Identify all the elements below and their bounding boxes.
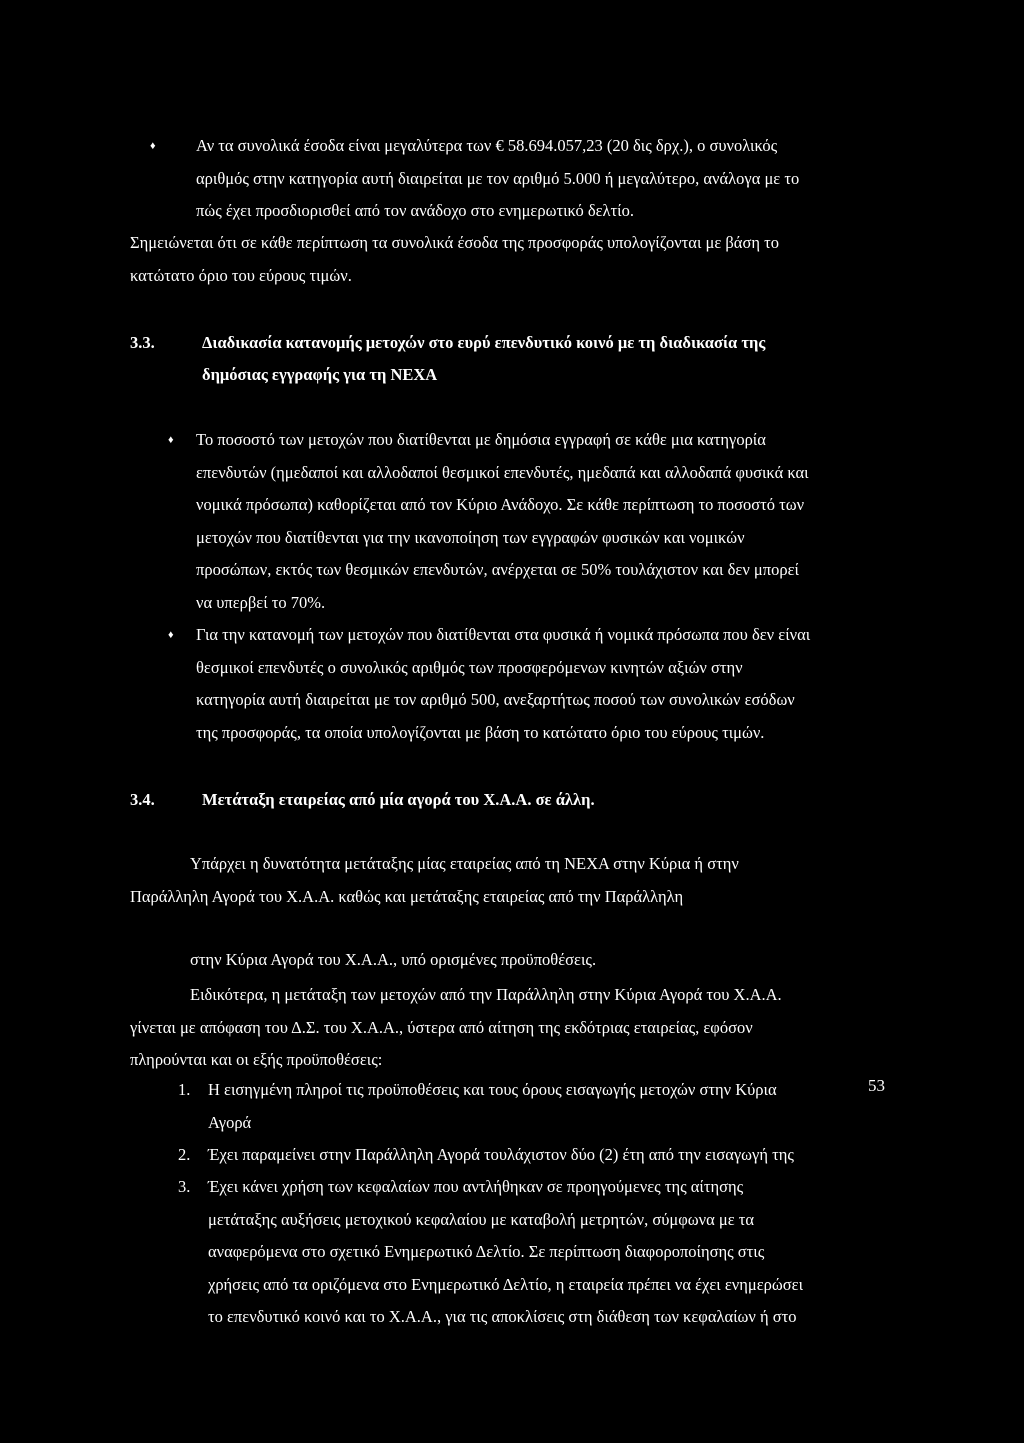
top-bullet-text xyxy=(196,130,900,228)
section-3-4-title: Μετάταξη εταιρείας από μία αγορά του Χ.Α.Α. σε άλλη. xyxy=(202,790,595,809)
section-3-3-bullet-1 xyxy=(196,424,900,619)
section-3-4-number: 3.4. xyxy=(130,790,155,809)
section-3-4-paragraph-3 xyxy=(130,979,900,1077)
condition-1-number: 1. xyxy=(178,1080,191,1099)
section-3-3-title xyxy=(202,327,900,391)
section-3-4-paragraph-1 xyxy=(130,848,900,913)
condition-1-text xyxy=(208,1074,900,1139)
text-line: Το ποσοστό των μετοχών που διατίθενται με δημόσια εγγραφή σε κάθε μια κατηγορία xyxy=(196,430,766,449)
title-line: Διαδικασία κατανομής μετοχών στο ευρύ επενδυτικό κοινό με τη διαδικασία της xyxy=(202,333,766,352)
page-number: 53 xyxy=(868,1076,885,1095)
text-line: Η εισηγμένη πληροί τις προϋποθέσεις και τους όρους εισαγωγής μετοχών στην Κύρια xyxy=(208,1080,777,1099)
note-paragraph xyxy=(130,227,900,292)
text-line: Παράλληλη Αγορά του Χ.Α.Α. καθώς και μετάταξης εταιρείας από την Παράλληλη xyxy=(130,886,684,906)
text-line: αναφερόμενα στο σχετικό Ενημερωτικό Δελτίο. Σε περίπτωση διαφοροποίησης στις xyxy=(208,1242,765,1261)
text-line: να υπερβεί το 70%. xyxy=(196,592,326,612)
condition-2-number: 2. xyxy=(178,1145,191,1164)
text-line: μετάταξης αυξήσεις μετοχικού κεφαλαίου με καταβολή μετρητών, σύμφωνα με τα xyxy=(208,1209,755,1229)
text-line: νομικά πρόσωπα) καθορίζεται από τον Κύριο Ανάδοχο. Σε κάθε περίπτωση το ποσοστό των xyxy=(196,495,805,514)
section-3-3-bullet-2 xyxy=(196,619,900,749)
text-line: χρήσεις από τα οριζόμενα στο Ενημερωτικό Δελτίο, η εταιρεία πρέπει να έχει ενημερώσει xyxy=(208,1274,804,1294)
text-line: πληρούνται και οι εξής προϋποθέσεις: xyxy=(130,1050,383,1069)
text-line: κατηγορία αυτή διαιρείται με τον αριθμό 500, ανεξαρτήτως ποσού των συνολικών εσόδων xyxy=(196,690,795,709)
text-line: Ειδικότερα, η μετάταξη των μετοχών από την Παράλληλη στην Κύρια Αγορά του Χ.Α.Α. xyxy=(190,985,782,1004)
bullet-icon: ♦ xyxy=(168,434,174,446)
text-line: μετοχών που διατίθενται για την ικανοποίηση των εγγραφών φυσικών και νομικών xyxy=(196,527,745,547)
text-line: Έχει κάνει χρήση των κεφαλαίων που αντλήθηκαν σε προηγούμενες της αίτησης xyxy=(208,1177,744,1196)
text-line: Αγορά xyxy=(208,1112,252,1132)
text-line: της προσφοράς, τα οποία υπολογίζονται με βάση το κατώτατο όριο του εύρους τιμών. xyxy=(196,722,765,742)
text-line: το επενδυτικό κοινό και το Χ.Α.Α., για τις αποκλίσεις στη διάθεση των κεφαλαίων ή στο xyxy=(208,1307,797,1326)
bullet-icon: ♦ xyxy=(150,140,156,152)
condition-3-text xyxy=(208,1171,900,1334)
text-line: Έχει παραμείνει στην Παράλληλη Αγορά τουλάχιστον δύο (2) έτη από την εισαγωγή της xyxy=(208,1145,794,1164)
text-line: θεσμικοί επενδυτές ο συνολικός αριθμός των προσφερόμενων κινητών αξιών στην xyxy=(196,657,743,677)
text-line: Σημειώνεται ότι σε κάθε περίπτωση τα συνολικά έσοδα της προσφοράς υπολογίζονται με βάση το xyxy=(130,233,779,252)
text-line: προσώπων, εκτός των θεσμικών επενδυτών, ανέρχεται σε 50% τουλάχιστον και δεν μπορεί xyxy=(196,560,799,579)
text-line: Για την κατανομή των μετοχών που διατίθενται στα φυσικά ή νομικά πρόσωπα που δεν είναι xyxy=(196,625,811,644)
title-line: δημόσιας εγγραφής για τη ΝΕΧΑ xyxy=(202,365,438,384)
text-line: γίνεται με απόφαση του Δ.Σ. του Χ.Α.Α., ύστερα από αίτηση της εκδότριας εταιρείας, εφόσον xyxy=(130,1017,753,1037)
section-3-3-number: 3.3. xyxy=(130,333,155,352)
condition-3-number: 3. xyxy=(178,1177,191,1196)
text-line: στην Κύρια Αγορά του Χ.Α.Α., υπό ορισμένες προϋποθέσεις. xyxy=(190,950,597,969)
text-line: Αν τα συνολικά έσοδα είναι μεγαλύτερα των € 58.694.057,23 (20 δις δρχ.), ο συνολικός xyxy=(196,136,778,155)
text-line: Υπάρχει η δυνατότητα μετάταξης μίας εταιρείας από τη ΝΕΧΑ στην Κύρια ή στην xyxy=(190,854,739,873)
text-line: κατώτατο όριο του εύρους τιμών. xyxy=(130,265,352,285)
bullet-icon: ♦ xyxy=(168,629,174,641)
text-line: πώς έχει προσδιορισθεί από τον ανάδοχο στο ενημερωτικό δελτίο. xyxy=(196,201,634,220)
text-line: αριθμός στην κατηγορία αυτή διαιρείται με τον αριθμό 5.000 ή μεγαλύτερο, ανάλογα με το xyxy=(196,168,800,188)
text-line: επενδυτών (ημεδαποί και αλλοδαποί θεσμικοί επενδυτές, ημεδαπά και αλλοδαπά φυσικά και xyxy=(196,462,809,482)
condition-2-text xyxy=(208,1139,900,1172)
section-3-4-paragraph-2 xyxy=(190,944,900,977)
